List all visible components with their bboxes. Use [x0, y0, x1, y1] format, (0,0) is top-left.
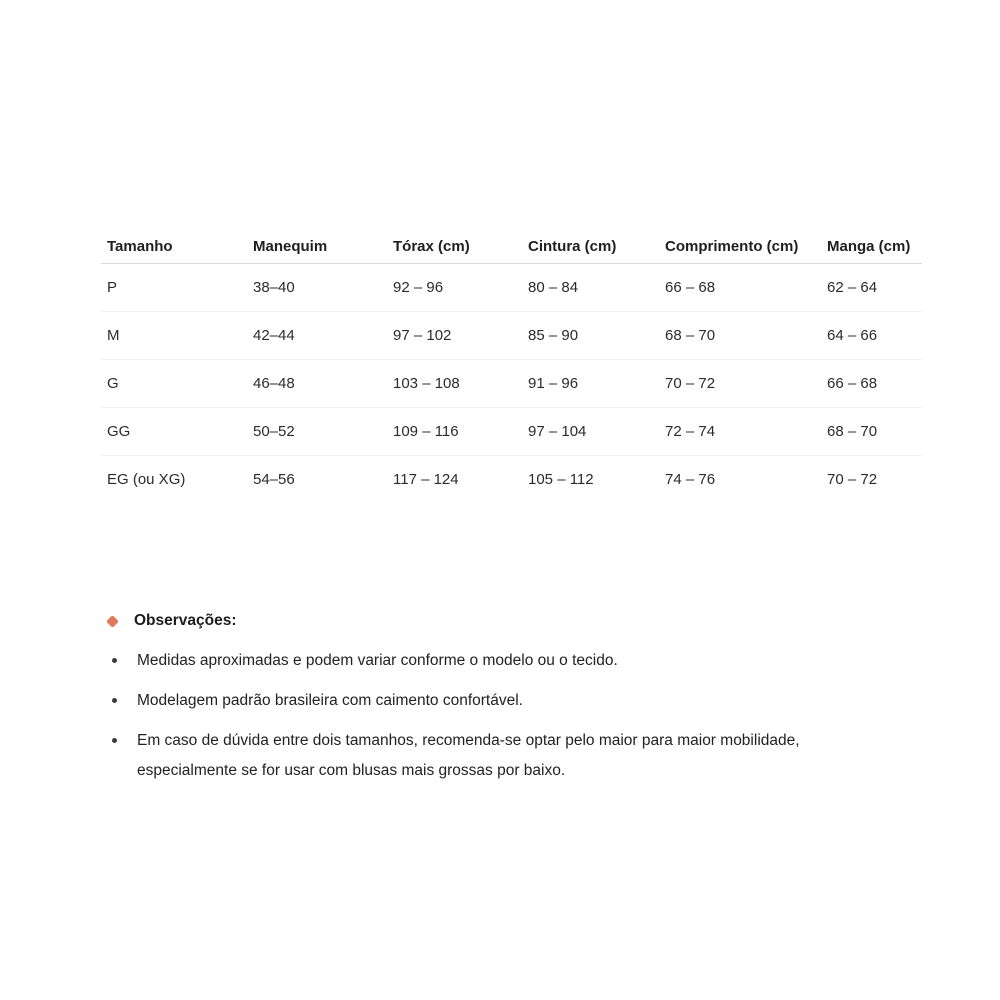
- table-cell-torax: 92 – 96: [387, 264, 522, 312]
- observations-heading: [101, 610, 911, 632]
- observations-list: [101, 646, 911, 786]
- observation-text: Medidas aproximadas e podem variar conforme o modelo ou o tecido.: [137, 652, 618, 669]
- observation-text: Modelagem padrão brasileira com caimento confortável.: [137, 692, 523, 709]
- table-cell-comprimento: 70 – 72: [659, 360, 821, 408]
- size-table: [101, 229, 922, 503]
- table-cell-manequim: 38–40: [247, 264, 387, 312]
- column-header-comprimento: Comprimento (cm): [659, 229, 821, 264]
- table-cell-cintura: 105 – 112: [528, 471, 594, 488]
- table-cell-torax: 109 – 116: [387, 408, 522, 456]
- table-cell-manga: 70 – 72: [827, 471, 878, 488]
- table-cell-comprimento: 72 – 74: [659, 408, 821, 456]
- table-row: [101, 408, 922, 456]
- table-cell-size: EG (ou XG): [107, 471, 186, 488]
- table-cell-torax: 97 – 102: [387, 312, 522, 360]
- table-cell-manga: 68 – 70: [821, 408, 922, 456]
- table-cell-size: G: [101, 360, 247, 408]
- bullet-dot-icon: [112, 698, 117, 703]
- table-header-row: [101, 229, 922, 264]
- table-cell-manequim: 54–56: [253, 471, 295, 488]
- table-cell-comprimento: 66 – 68: [659, 264, 821, 312]
- column-header-manequim: Manequim: [247, 229, 387, 264]
- table-cell-size: P: [101, 264, 247, 312]
- table-row: [101, 360, 922, 408]
- table-cell-comprimento: 68 – 70: [659, 312, 821, 360]
- table-cell-manga: 62 – 64: [821, 264, 922, 312]
- column-header-cintura: Cintura (cm): [522, 229, 659, 264]
- table-cell-manequim: 46–48: [247, 360, 387, 408]
- table-row: [101, 312, 922, 360]
- observations-section: [101, 610, 911, 786]
- table-cell-cintura: 97 – 104: [522, 408, 659, 456]
- table-cell-manequim: 50–52: [247, 408, 387, 456]
- bullet-dot-icon: [112, 738, 117, 743]
- table-row: [101, 456, 922, 504]
- observation-text: Em caso de dúvida entre dois tamanhos, recomenda-se optar pelo maior para maior mobilidade, especialmente se for usar com blusas mais grossas por baixo.: [137, 732, 800, 779]
- column-header-tamanho: Tamanho: [101, 229, 247, 264]
- table-cell-cintura: 91 – 96: [522, 360, 659, 408]
- table-cell-cintura: 80 – 84: [522, 264, 659, 312]
- table-cell-cintura: 85 – 90: [522, 312, 659, 360]
- table-cell-manga: 66 – 68: [821, 360, 922, 408]
- table-cell-size: GG: [101, 408, 247, 456]
- observations-heading-label: Observações:: [134, 612, 237, 629]
- table-cell-comprimento: 74 – 76: [665, 471, 716, 488]
- table-cell-size: M: [101, 312, 247, 360]
- table-cell-manga: 64 – 66: [821, 312, 922, 360]
- diamond-bullet-icon: [106, 615, 119, 628]
- observation-item: [101, 726, 882, 786]
- column-header-torax: Tórax (cm): [387, 229, 522, 264]
- table-cell-torax: 117 – 124: [393, 471, 459, 488]
- column-header-manga: Manga (cm): [821, 229, 922, 264]
- bullet-dot-icon: [112, 658, 117, 663]
- table-cell-manequim: 42–44: [247, 312, 387, 360]
- table-cell-torax: 103 – 108: [387, 360, 522, 408]
- table-row: [101, 264, 922, 312]
- observation-item: [101, 686, 882, 716]
- observation-item: [101, 646, 882, 676]
